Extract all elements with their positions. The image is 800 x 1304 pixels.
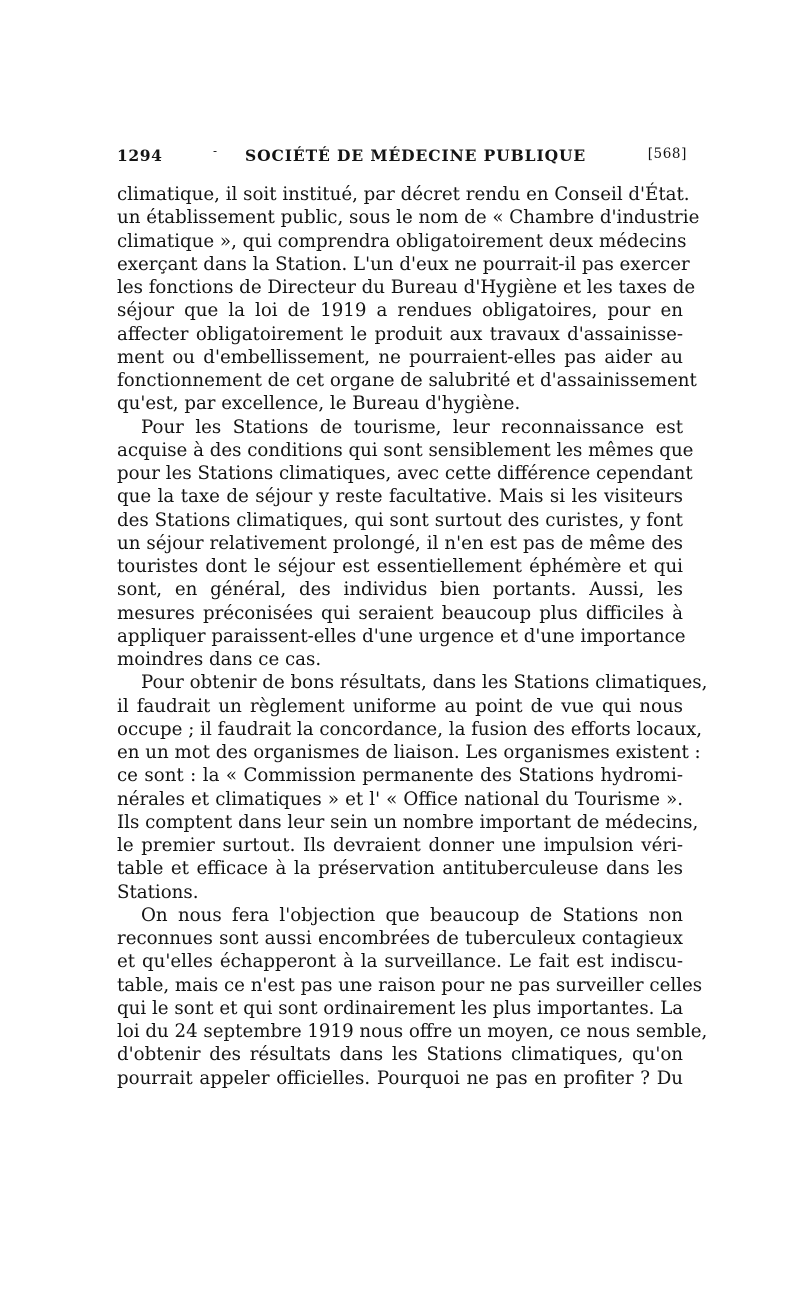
text-line: acquise à des conditions qui sont sensiblement les mêmes que <box>117 439 694 461</box>
text-line: table et efficace à la préservation antituberculeuse dans les <box>117 858 683 880</box>
text-line: un séjour relativement prolongé, il n'en est pas de même des <box>117 532 683 554</box>
text-line: occupe ; il faudrait la concordance, la fusion des efforts locaux, <box>117 718 703 740</box>
text-line: ce sont : la « Commission permanente des Stations hydromi- <box>117 765 683 787</box>
text-line: nérales et climatiques » et l' « Office national du Tourisme ». <box>117 788 683 810</box>
text-line: des Stations climatiques, qui sont surtout des curistes, y font <box>117 509 683 531</box>
text-line: Pour obtenir de bons résultats, dans les Stations climatiques, <box>141 672 708 694</box>
text-line: Ils comptent dans leur sein un nombre important de médecins, <box>117 811 699 833</box>
text-line: que la taxe de séjour y reste facultative. Mais si les visiteurs <box>117 486 683 508</box>
text-line: ment ou d'embellissement, ne pourraient-elles pas aider au <box>117 346 683 368</box>
text-line: en un mot des organismes de liaison. Les organismes existent : <box>117 742 701 763</box>
text-line: mesures préconisées qui seraient beaucoup plus difficiles à <box>117 602 683 624</box>
header-dash: - <box>213 144 218 158</box>
text-line: exerçant dans la Station. L'un d'eux ne pourrait-il pas exercer <box>117 253 690 275</box>
page-header <box>117 144 687 170</box>
text-line: appliquer paraissent-elles d'une urgence et d'une importance <box>117 625 686 647</box>
text-line: qui le sont et qui sont ordinairement les plus importantes. La <box>117 997 684 1019</box>
text-line: On nous fera l'objection que beaucoup de Stations non <box>141 904 683 926</box>
text-line: climatique, il soit institué, par décret rendu en Conseil d'État. <box>117 184 690 205</box>
page-number: 1294 <box>117 146 163 165</box>
text-line: pour les Stations climatiques, avec cette différence cependant <box>117 463 693 484</box>
text-line: table, mais ce n'est pas une raison pour ne pas surveiller celles <box>117 974 703 996</box>
text-line: un établissement public, sous le nom de « Chambre d'industrie <box>117 207 700 229</box>
text-line: loi du 24 septembre 1919 nous offre un moyen, ce nous semble, <box>117 1021 708 1042</box>
text-line: qu'est, par excellence, le Bureau d'hygiène. <box>117 393 521 415</box>
body-text <box>117 183 708 1090</box>
text-line: touristes dont le séjour est essentiellement éphémère et qui <box>117 556 683 577</box>
text-line: pourrait appeler officielles. Pourquoi ne pas en profiter ? Du <box>117 1067 683 1089</box>
text-line: d'obtenir des résultats dans les Stations climatiques, qu'on <box>117 1044 683 1066</box>
folio-number: [568] <box>647 146 687 162</box>
text-line: les fonctions de Directeur du Bureau d'Hygiène et les taxes de <box>117 277 696 298</box>
text-line: le premier surtout. Ils devraient donner une impulsion véri- <box>117 835 683 856</box>
text-line: reconnues sont aussi encombrées de tuberculeux contagieux <box>117 928 683 949</box>
text-line: Stations. <box>117 881 199 903</box>
text-line: Pour les Stations de tourisme, leur reconnaissance est <box>141 416 683 438</box>
text-line: climatique », qui comprendra obligatoirement deux médecins <box>117 230 687 252</box>
text-line: moindres dans ce cas. <box>117 649 322 670</box>
text-line: séjour que la loi de 1919 a rendues obligatoires, pour en <box>117 300 683 322</box>
text-line: et qu'elles échapperont à la surveillance. Le fait est indiscu- <box>117 951 683 973</box>
text-line: fonctionnement de cet organe de salubrité et d'assainissement <box>117 370 697 391</box>
running-title: SOCIÉTÉ DE MÉDECINE PUBLIQUE <box>245 146 587 165</box>
text-line: sont, en général, des individus bien portants. Aussi, les <box>117 579 683 601</box>
text-line: affecter obligatoirement le produit aux travaux d'assainisse- <box>117 323 683 345</box>
text-line: il faudrait un règlement uniforme au point de vue qui nous <box>117 695 683 717</box>
